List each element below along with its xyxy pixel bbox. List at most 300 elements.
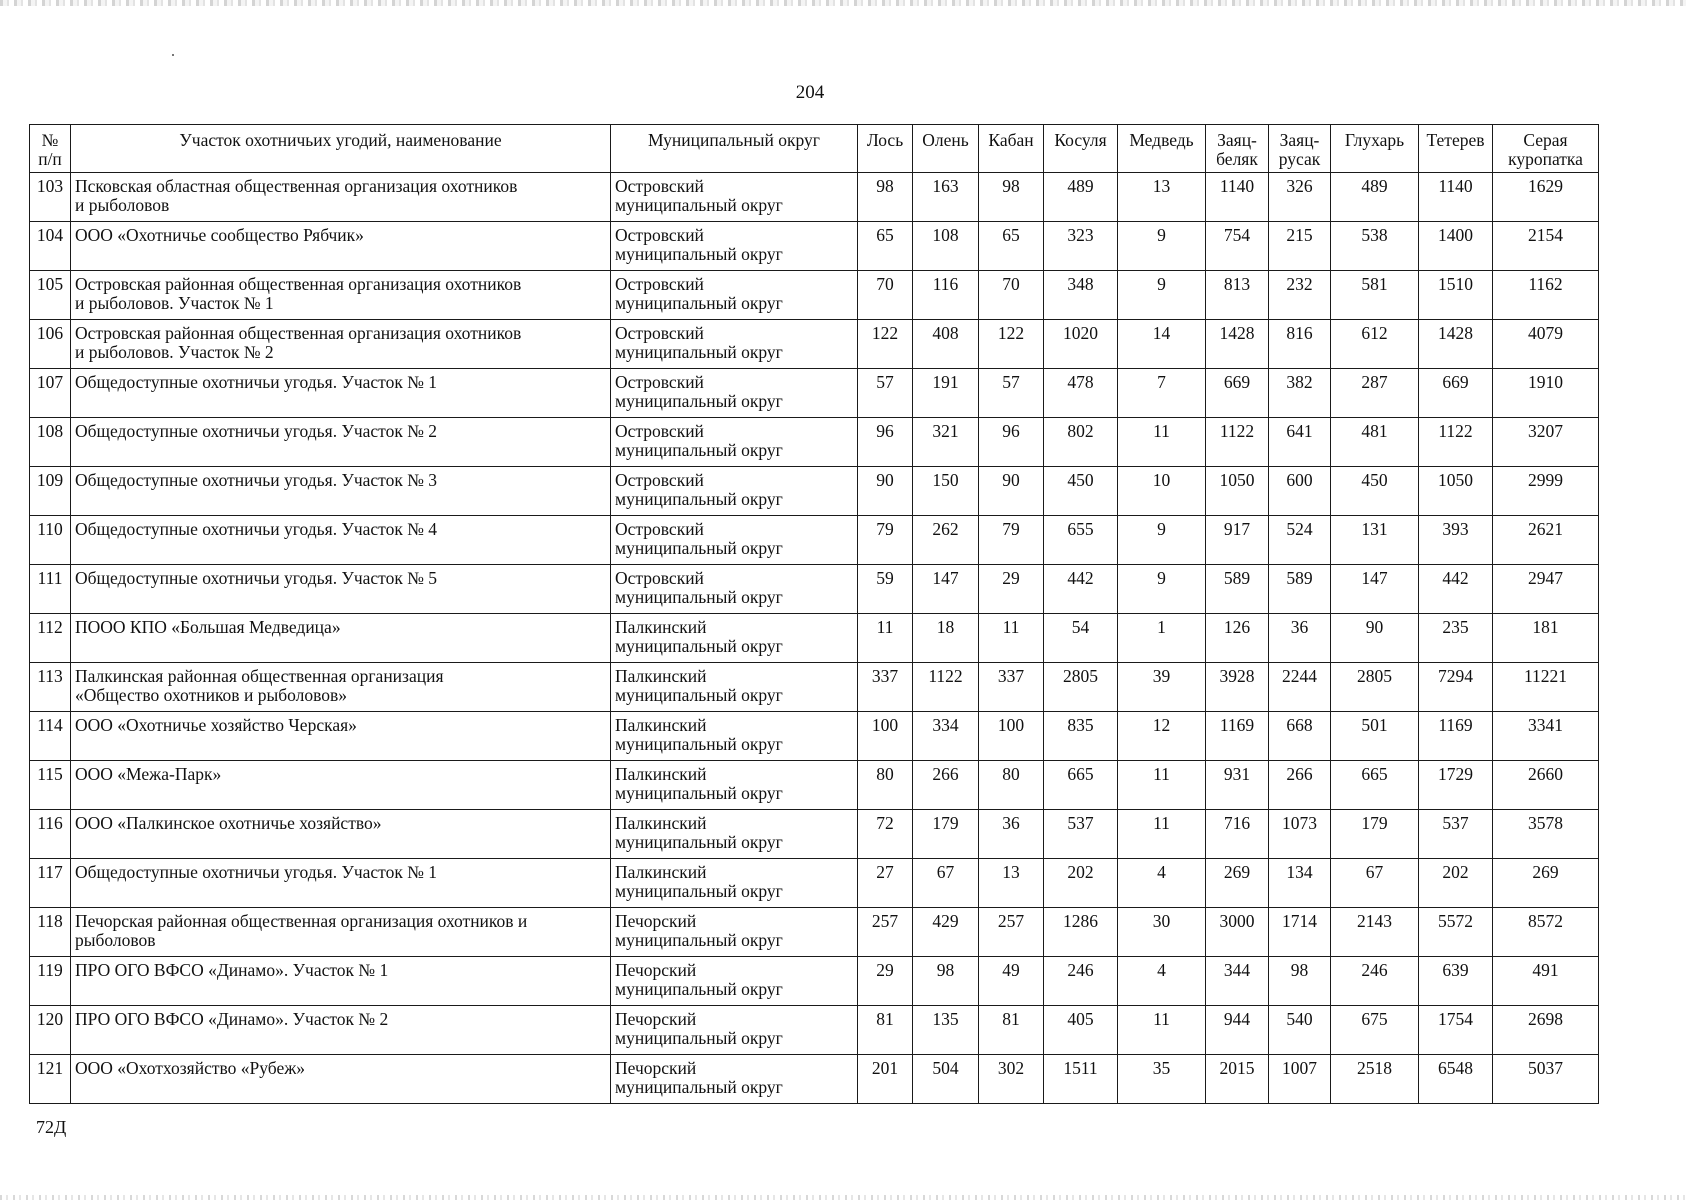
cell-los: 201 [858, 1055, 913, 1104]
hunting-ground-name-line: Островская районная общественная организация охотников [75, 323, 522, 343]
cell-kosulya: 323 [1044, 222, 1118, 271]
table-row [30, 418, 1599, 467]
cell-seraya-kuropatka: 2621 [1493, 516, 1599, 565]
scan-speck [172, 54, 174, 56]
table-header-row [30, 125, 1599, 173]
table-row [30, 320, 1599, 369]
cell-seraya-kuropatka: 3207 [1493, 418, 1599, 467]
cell-gluhar: 450 [1331, 467, 1419, 516]
cell-olen: 108 [913, 222, 979, 271]
cell-gluhar: 2518 [1331, 1055, 1419, 1104]
row-number: 121 [30, 1055, 71, 1104]
cell-teterev: 6548 [1419, 1055, 1493, 1104]
cell-zayac-belyak: 1140 [1206, 173, 1269, 222]
cell-medved: 11 [1118, 1006, 1206, 1055]
cell-los: 81 [858, 1006, 913, 1055]
table-row [30, 516, 1599, 565]
hunting-ground-name-line: «Общество охотников и рыболовов» [75, 685, 348, 705]
cell-zayac-belyak: 1169 [1206, 712, 1269, 761]
cell-zayac-rusak: 266 [1269, 761, 1331, 810]
cell-teterev: 669 [1419, 369, 1493, 418]
cell-seraya-kuropatka: 2999 [1493, 467, 1599, 516]
cell-olen: 262 [913, 516, 979, 565]
cell-seraya-kuropatka: 3578 [1493, 810, 1599, 859]
cell-kaban: 80 [979, 761, 1044, 810]
hunting-ground-name [71, 369, 611, 418]
row-number: 113 [30, 663, 71, 712]
col-header-district: Муниципальный округ [611, 125, 858, 173]
table-body [30, 173, 1599, 1104]
hunting-ground-name-line: ООО «Охотничье сообщество Рябчик» [75, 225, 364, 245]
row-number: 105 [30, 271, 71, 320]
cell-teterev: 1140 [1419, 173, 1493, 222]
footer-code: 72Д [36, 1117, 67, 1137]
cell-olen: 150 [913, 467, 979, 516]
cell-kaban: 36 [979, 810, 1044, 859]
municipal-district [611, 271, 858, 320]
table-row [30, 859, 1599, 908]
cell-zayac-rusak: 2244 [1269, 663, 1331, 712]
hunting-ground-name-line: Общедоступные охотничьи угодья. Участок № 3 [75, 470, 438, 490]
municipal-district [611, 1055, 858, 1104]
cell-kaban: 57 [979, 369, 1044, 418]
cell-olen: 266 [913, 761, 979, 810]
municipal-district-line: Островский [615, 519, 704, 539]
cell-medved: 39 [1118, 663, 1206, 712]
municipal-district [611, 908, 858, 957]
cell-kosulya: 202 [1044, 859, 1118, 908]
col-header-zayac-belyak: Заяц- беляк [1206, 125, 1269, 173]
cell-olen: 429 [913, 908, 979, 957]
cell-medved: 11 [1118, 761, 1206, 810]
cell-seraya-kuropatka: 2698 [1493, 1006, 1599, 1055]
cell-seraya-kuropatka: 4079 [1493, 320, 1599, 369]
table-row [30, 1055, 1599, 1104]
cell-gluhar: 179 [1331, 810, 1419, 859]
cell-gluhar: 612 [1331, 320, 1419, 369]
col-header-teterev: Тетерев [1419, 125, 1493, 173]
municipal-district-line: муниципальный округ [615, 881, 783, 901]
cell-kaban: 11 [979, 614, 1044, 663]
cell-gluhar: 90 [1331, 614, 1419, 663]
cell-olen: 67 [913, 859, 979, 908]
cell-zayac-belyak: 813 [1206, 271, 1269, 320]
hunting-ground-name [71, 222, 611, 271]
row-number: 116 [30, 810, 71, 859]
row-number: 110 [30, 516, 71, 565]
municipal-district [611, 222, 858, 271]
hunting-ground-name [71, 565, 611, 614]
municipal-district [611, 810, 858, 859]
cell-gluhar: 287 [1331, 369, 1419, 418]
table-row [30, 908, 1599, 957]
col-header-idx: № п/п [30, 125, 71, 173]
hunting-ground-name-line: Общедоступные охотничьи угодья. Участок № 5 [75, 568, 438, 588]
cell-olen: 18 [913, 614, 979, 663]
hunting-ground-name-line: ПООО КПО «Большая Медведица» [75, 617, 341, 637]
cell-zayac-belyak: 1050 [1206, 467, 1269, 516]
cell-kosulya: 802 [1044, 418, 1118, 467]
table-row [30, 663, 1599, 712]
cell-kosulya: 478 [1044, 369, 1118, 418]
col-header-los: Лось [858, 125, 913, 173]
cell-zayac-belyak: 917 [1206, 516, 1269, 565]
table-row [30, 1006, 1599, 1055]
cell-zayac-belyak: 589 [1206, 565, 1269, 614]
cell-seraya-kuropatka: 8572 [1493, 908, 1599, 957]
municipal-district-line: муниципальный округ [615, 489, 783, 509]
municipal-district [611, 173, 858, 222]
row-number: 112 [30, 614, 71, 663]
municipal-district [611, 712, 858, 761]
cell-teterev: 537 [1419, 810, 1493, 859]
municipal-district-line: Печорский [615, 960, 697, 980]
cell-olen: 116 [913, 271, 979, 320]
col-header-kosulya: Косуля [1044, 125, 1118, 173]
cell-zayac-rusak: 215 [1269, 222, 1331, 271]
cell-seraya-kuropatka: 1162 [1493, 271, 1599, 320]
cell-los: 96 [858, 418, 913, 467]
cell-zayac-belyak: 3928 [1206, 663, 1269, 712]
cell-seraya-kuropatka: 269 [1493, 859, 1599, 908]
table-row [30, 810, 1599, 859]
cell-zayac-rusak: 1007 [1269, 1055, 1331, 1104]
cell-teterev: 7294 [1419, 663, 1493, 712]
cell-teterev: 442 [1419, 565, 1493, 614]
municipal-district-line: муниципальный округ [615, 391, 783, 411]
cell-los: 79 [858, 516, 913, 565]
table-row [30, 173, 1599, 222]
cell-olen: 98 [913, 957, 979, 1006]
cell-kosulya: 489 [1044, 173, 1118, 222]
cell-teterev: 639 [1419, 957, 1493, 1006]
hunting-ground-name-line: Островская районная общественная организация охотников [75, 274, 522, 294]
cell-teterev: 1169 [1419, 712, 1493, 761]
cell-medved: 35 [1118, 1055, 1206, 1104]
hunting-ground-name [71, 1055, 611, 1104]
col-header-kaban: Кабан [979, 125, 1044, 173]
cell-zayac-belyak: 269 [1206, 859, 1269, 908]
municipal-district [611, 859, 858, 908]
page-number: 204 [795, 82, 825, 103]
col-header-gluhar: Глухарь [1331, 125, 1419, 173]
cell-los: 337 [858, 663, 913, 712]
cell-kosulya: 442 [1044, 565, 1118, 614]
table-row [30, 271, 1599, 320]
row-number: 119 [30, 957, 71, 1006]
cell-kaban: 122 [979, 320, 1044, 369]
cell-kosulya: 1286 [1044, 908, 1118, 957]
cell-medved: 10 [1118, 467, 1206, 516]
municipal-district-line: Палкинский [615, 764, 707, 784]
hunting-ground-name [71, 957, 611, 1006]
hunting-ground-name-line: Общедоступные охотничьи угодья. Участок № 1 [75, 862, 438, 882]
cell-seraya-kuropatka: 2947 [1493, 565, 1599, 614]
row-number: 108 [30, 418, 71, 467]
cell-gluhar: 501 [1331, 712, 1419, 761]
cell-seraya-kuropatka: 1629 [1493, 173, 1599, 222]
cell-zayac-rusak: 540 [1269, 1006, 1331, 1055]
cell-olen: 191 [913, 369, 979, 418]
col-header-medved: Медведь [1118, 125, 1206, 173]
cell-zayac-belyak: 3000 [1206, 908, 1269, 957]
hunting-ground-name [71, 173, 611, 222]
cell-kaban: 29 [979, 565, 1044, 614]
municipal-district-line: Палкинский [615, 813, 707, 833]
cell-kaban: 96 [979, 418, 1044, 467]
municipal-district-line: Островский [615, 421, 704, 441]
hunting-ground-name-line: и рыболовов. Участок № 2 [75, 342, 274, 362]
cell-zayac-rusak: 816 [1269, 320, 1331, 369]
cell-kaban: 100 [979, 712, 1044, 761]
row-number: 120 [30, 1006, 71, 1055]
municipal-district-line: Островский [615, 176, 704, 196]
cell-gluhar: 538 [1331, 222, 1419, 271]
municipal-district-line: муниципальный округ [615, 538, 783, 558]
cell-gluhar: 2143 [1331, 908, 1419, 957]
municipal-district [611, 418, 858, 467]
scan-edge-top [0, 0, 1686, 6]
municipal-district [611, 467, 858, 516]
municipal-district-line: Печорский [615, 1058, 697, 1078]
cell-olen: 334 [913, 712, 979, 761]
row-number: 109 [30, 467, 71, 516]
row-number: 103 [30, 173, 71, 222]
cell-zayac-belyak: 1428 [1206, 320, 1269, 369]
municipal-district-line: муниципальный округ [615, 1028, 783, 1048]
municipal-district [611, 614, 858, 663]
municipal-district-line: муниципальный округ [615, 832, 783, 852]
cell-los: 65 [858, 222, 913, 271]
cell-zayac-rusak: 600 [1269, 467, 1331, 516]
col-header-name: Участок охотничьих угодий, наименование [71, 125, 611, 173]
hunting-ground-name-line: ООО «Охотхозяйство «Рубеж» [75, 1058, 306, 1078]
municipal-district-line: муниципальный округ [615, 342, 783, 362]
cell-medved: 12 [1118, 712, 1206, 761]
municipal-district-line: муниципальный округ [615, 587, 783, 607]
cell-los: 29 [858, 957, 913, 1006]
cell-olen: 163 [913, 173, 979, 222]
cell-kaban: 302 [979, 1055, 1044, 1104]
municipal-district [611, 663, 858, 712]
hunting-ground-name-line: рыболовов [75, 930, 156, 950]
cell-teterev: 393 [1419, 516, 1493, 565]
cell-zayac-rusak: 36 [1269, 614, 1331, 663]
hunting-ground-name [71, 712, 611, 761]
table-row [30, 761, 1599, 810]
table-row [30, 614, 1599, 663]
cell-gluhar: 489 [1331, 173, 1419, 222]
cell-seraya-kuropatka: 3341 [1493, 712, 1599, 761]
hunting-ground-name [71, 516, 611, 565]
cell-kosulya: 54 [1044, 614, 1118, 663]
cell-gluhar: 481 [1331, 418, 1419, 467]
cell-olen: 135 [913, 1006, 979, 1055]
col-header-olen: Олень [913, 125, 979, 173]
row-number: 115 [30, 761, 71, 810]
cell-gluhar: 131 [1331, 516, 1419, 565]
cell-medved: 13 [1118, 173, 1206, 222]
municipal-district-line: муниципальный округ [615, 930, 783, 950]
table-row [30, 369, 1599, 418]
cell-medved: 30 [1118, 908, 1206, 957]
cell-los: 57 [858, 369, 913, 418]
cell-seraya-kuropatka: 2154 [1493, 222, 1599, 271]
municipal-district-line: муниципальный округ [615, 783, 783, 803]
cell-seraya-kuropatka: 491 [1493, 957, 1599, 1006]
cell-kosulya: 537 [1044, 810, 1118, 859]
cell-olen: 504 [913, 1055, 979, 1104]
cell-teterev: 1050 [1419, 467, 1493, 516]
cell-los: 80 [858, 761, 913, 810]
cell-gluhar: 675 [1331, 1006, 1419, 1055]
municipal-district-line: Палкинский [615, 617, 707, 637]
municipal-district [611, 320, 858, 369]
cell-kosulya: 655 [1044, 516, 1118, 565]
hunting-ground-name [71, 663, 611, 712]
hunting-ground-name-line: ООО «Охотничье хозяйство Черская» [75, 715, 357, 735]
municipal-district-line: муниципальный округ [615, 636, 783, 656]
cell-zayac-rusak: 589 [1269, 565, 1331, 614]
cell-olen: 408 [913, 320, 979, 369]
cell-teterev: 1510 [1419, 271, 1493, 320]
cell-gluhar: 665 [1331, 761, 1419, 810]
municipal-district-line: Островский [615, 372, 704, 392]
municipal-district-line: муниципальный округ [615, 979, 783, 999]
hunting-ground-name-line: ПРО ОГО ВФСО «Динамо». Участок № 2 [75, 1009, 389, 1029]
cell-zayac-belyak: 126 [1206, 614, 1269, 663]
cell-seraya-kuropatka: 11221 [1493, 663, 1599, 712]
cell-zayac-rusak: 134 [1269, 859, 1331, 908]
cell-teterev: 1400 [1419, 222, 1493, 271]
municipal-district-line: Островский [615, 568, 704, 588]
cell-teterev: 235 [1419, 614, 1493, 663]
cell-kaban: 49 [979, 957, 1044, 1006]
cell-kosulya: 1511 [1044, 1055, 1118, 1104]
municipal-district-line: муниципальный округ [615, 685, 783, 705]
municipal-district-line: Печорский [615, 1009, 697, 1029]
cell-kaban: 65 [979, 222, 1044, 271]
row-number: 118 [30, 908, 71, 957]
cell-medved: 14 [1118, 320, 1206, 369]
cell-los: 27 [858, 859, 913, 908]
cell-kaban: 81 [979, 1006, 1044, 1055]
cell-teterev: 1754 [1419, 1006, 1493, 1055]
cell-kaban: 90 [979, 467, 1044, 516]
cell-teterev: 1122 [1419, 418, 1493, 467]
row-number: 117 [30, 859, 71, 908]
hunting-ground-name [71, 908, 611, 957]
table-row [30, 222, 1599, 271]
row-number: 114 [30, 712, 71, 761]
cell-gluhar: 147 [1331, 565, 1419, 614]
cell-kaban: 98 [979, 173, 1044, 222]
cell-zayac-rusak: 382 [1269, 369, 1331, 418]
municipal-district-line: муниципальный округ [615, 734, 783, 754]
cell-zayac-belyak: 2015 [1206, 1055, 1269, 1104]
cell-olen: 321 [913, 418, 979, 467]
table-row [30, 565, 1599, 614]
hunting-ground-name-line: Общедоступные охотничьи угодья. Участок № 2 [75, 421, 438, 441]
municipal-district [611, 761, 858, 810]
table-row [30, 467, 1599, 516]
municipal-district-line: муниципальный округ [615, 244, 783, 264]
hunting-ground-name-line: Псковская областная общественная организация охотников [75, 176, 518, 196]
cell-zayac-rusak: 1714 [1269, 908, 1331, 957]
cell-teterev: 1729 [1419, 761, 1493, 810]
municipal-district-line: муниципальный округ [615, 293, 783, 313]
municipal-district-line: Палкинский [615, 666, 707, 686]
municipal-district-line: Островский [615, 323, 704, 343]
hunting-ground-name-line: Печорская районная общественная организация охотников и [75, 911, 528, 931]
cell-medved: 11 [1118, 810, 1206, 859]
hunting-ground-name [71, 810, 611, 859]
cell-kosulya: 405 [1044, 1006, 1118, 1055]
cell-gluhar: 2805 [1331, 663, 1419, 712]
cell-seraya-kuropatka: 1910 [1493, 369, 1599, 418]
municipal-district-line: Островский [615, 274, 704, 294]
cell-zayac-rusak: 326 [1269, 173, 1331, 222]
cell-zayac-belyak: 344 [1206, 957, 1269, 1006]
table-row [30, 712, 1599, 761]
cell-zayac-belyak: 754 [1206, 222, 1269, 271]
row-number: 104 [30, 222, 71, 271]
hunting-ground-name [71, 467, 611, 516]
cell-los: 72 [858, 810, 913, 859]
hunting-ground-name [71, 320, 611, 369]
hunting-ground-name [71, 271, 611, 320]
cell-zayac-rusak: 98 [1269, 957, 1331, 1006]
hunting-ground-name-line: ООО «Межа-Парк» [75, 764, 222, 784]
cell-kosulya: 450 [1044, 467, 1118, 516]
cell-teterev: 1428 [1419, 320, 1493, 369]
cell-kosulya: 348 [1044, 271, 1118, 320]
municipal-district-line: Островский [615, 470, 704, 490]
hunting-ground-name-line: ООО «Палкинское охотничье хозяйство» [75, 813, 382, 833]
municipal-district-line: Палкинский [615, 715, 707, 735]
hunting-ground-name-line: Палкинская районная общественная организация [75, 666, 444, 686]
cell-zayac-belyak: 944 [1206, 1006, 1269, 1055]
municipal-district-line: Печорский [615, 911, 697, 931]
hunting-ground-name [71, 761, 611, 810]
cell-zayac-rusak: 668 [1269, 712, 1331, 761]
hunting-ground-name [71, 1006, 611, 1055]
cell-zayac-rusak: 524 [1269, 516, 1331, 565]
cell-kosulya: 835 [1044, 712, 1118, 761]
cell-zayac-belyak: 716 [1206, 810, 1269, 859]
hunting-ground-name-line: Общедоступные охотничьи угодья. Участок № 4 [75, 519, 438, 539]
cell-zayac-belyak: 1122 [1206, 418, 1269, 467]
cell-medved: 11 [1118, 418, 1206, 467]
cell-los: 100 [858, 712, 913, 761]
cell-teterev: 202 [1419, 859, 1493, 908]
cell-kosulya: 246 [1044, 957, 1118, 1006]
hunting-ground-name [71, 614, 611, 663]
cell-kosulya: 665 [1044, 761, 1118, 810]
cell-medved: 9 [1118, 271, 1206, 320]
hunting-ground-name [71, 418, 611, 467]
cell-medved: 9 [1118, 516, 1206, 565]
cell-seraya-kuropatka: 2660 [1493, 761, 1599, 810]
cell-gluhar: 246 [1331, 957, 1419, 1006]
cell-los: 122 [858, 320, 913, 369]
cell-medved: 9 [1118, 222, 1206, 271]
cell-seraya-kuropatka: 181 [1493, 614, 1599, 663]
hunting-ground-name-line: и рыболовов [75, 195, 170, 215]
municipal-district-line: муниципальный округ [615, 1077, 783, 1097]
cell-kaban: 79 [979, 516, 1044, 565]
scan-edge-bottom [0, 1195, 1686, 1200]
